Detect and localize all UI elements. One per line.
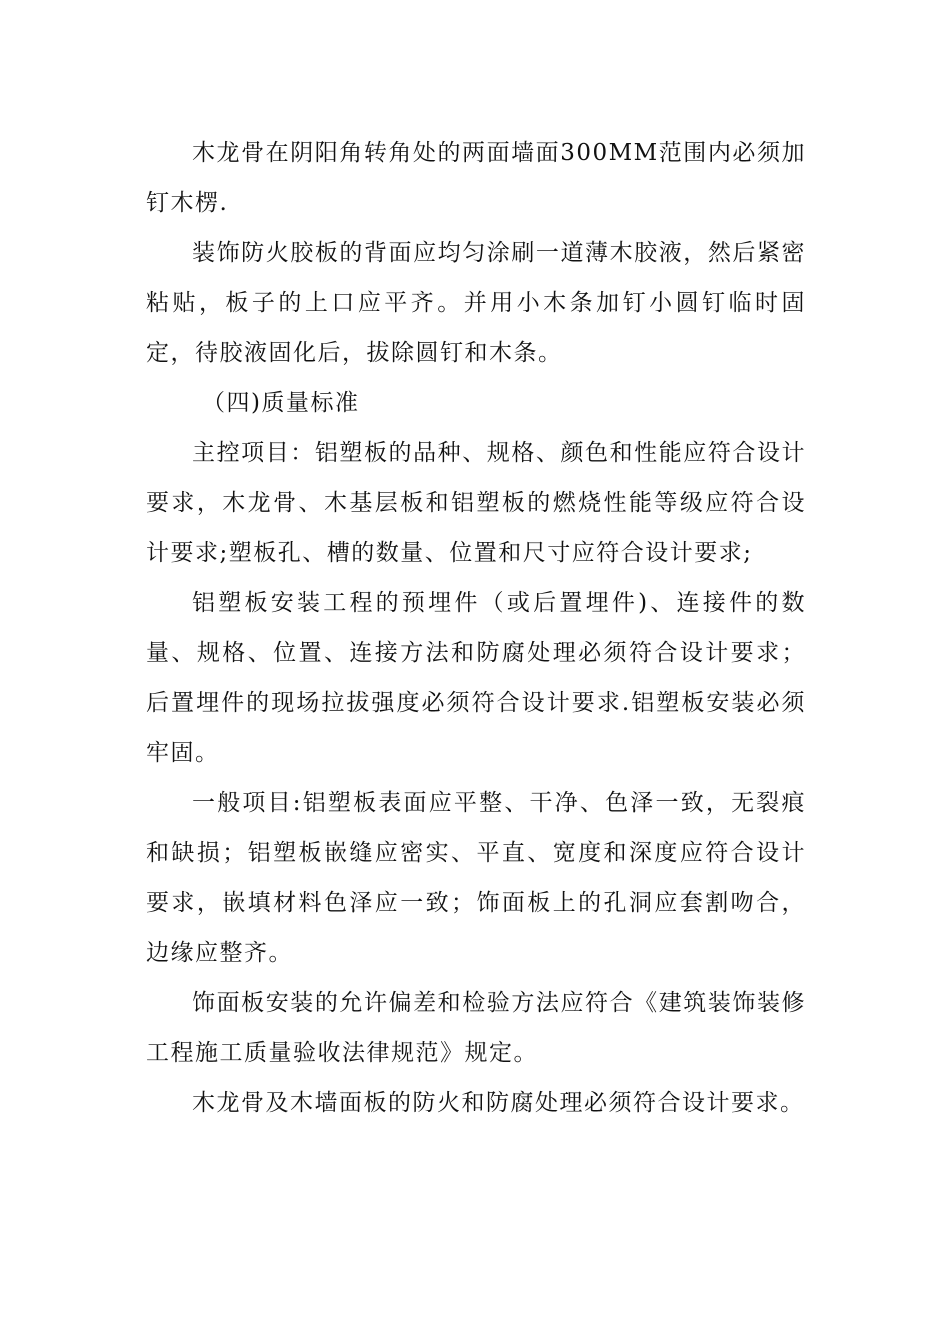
paragraph-general-items: 一般项目:铝塑板表面应平整、干净、色泽一致，无裂痕和缺损；铝塑板嵌缝应密实、平直、宽度和深度应符合设计要求，嵌填材料色泽应一致；饰面板上的孔洞应套割吻合，边缘应整齐。: [146, 790, 806, 966]
paragraph-allowable-deviation: 饰面板安装的允许偏差和检验方法应符合《建筑装饰装修工程施工质量验收法律规范》规定。: [146, 990, 806, 1066]
document-body: [146, 128, 806, 1128]
paragraph-main-control-items: 主控项目：铝塑板的品种、规格、颜色和性能应符合设计要求，木龙骨、木基层板和铝塑板的燃烧性能等级应符合设计要求;塑板孔、槽的数量、位置和尺寸应符合设计要求;: [146, 440, 806, 566]
paragraph-corner-battens: 木龙骨在阴阳角转角处的两面墙面300MM范围内必须加钉木楞.: [146, 140, 806, 216]
paragraph-fire-and-rot-treatment: 木龙骨及木墙面板的防火和防腐处理必须符合设计要求。: [192, 1090, 805, 1116]
paragraph-fireproof-board: 装饰防火胶板的背面应均匀涂刷一道薄木胶液，然后紧密粘贴，板子的上口应平齐。并用小木条加钉小圆钉临时固定，待胶液固化后，拔除圆钉和木条。: [146, 240, 806, 366]
section-heading-quality-standard: （四)质量标准: [202, 390, 360, 416]
paragraph-embedded-parts: 铝塑板安装工程的预埋件（或后置埋件)、连接件的数量、规格、位置、连接方法和防腐处理必须符合设计要求；后置埋件的现场拉拔强度必须符合设计要求.铝塑板安装必须牢固。: [146, 590, 806, 766]
